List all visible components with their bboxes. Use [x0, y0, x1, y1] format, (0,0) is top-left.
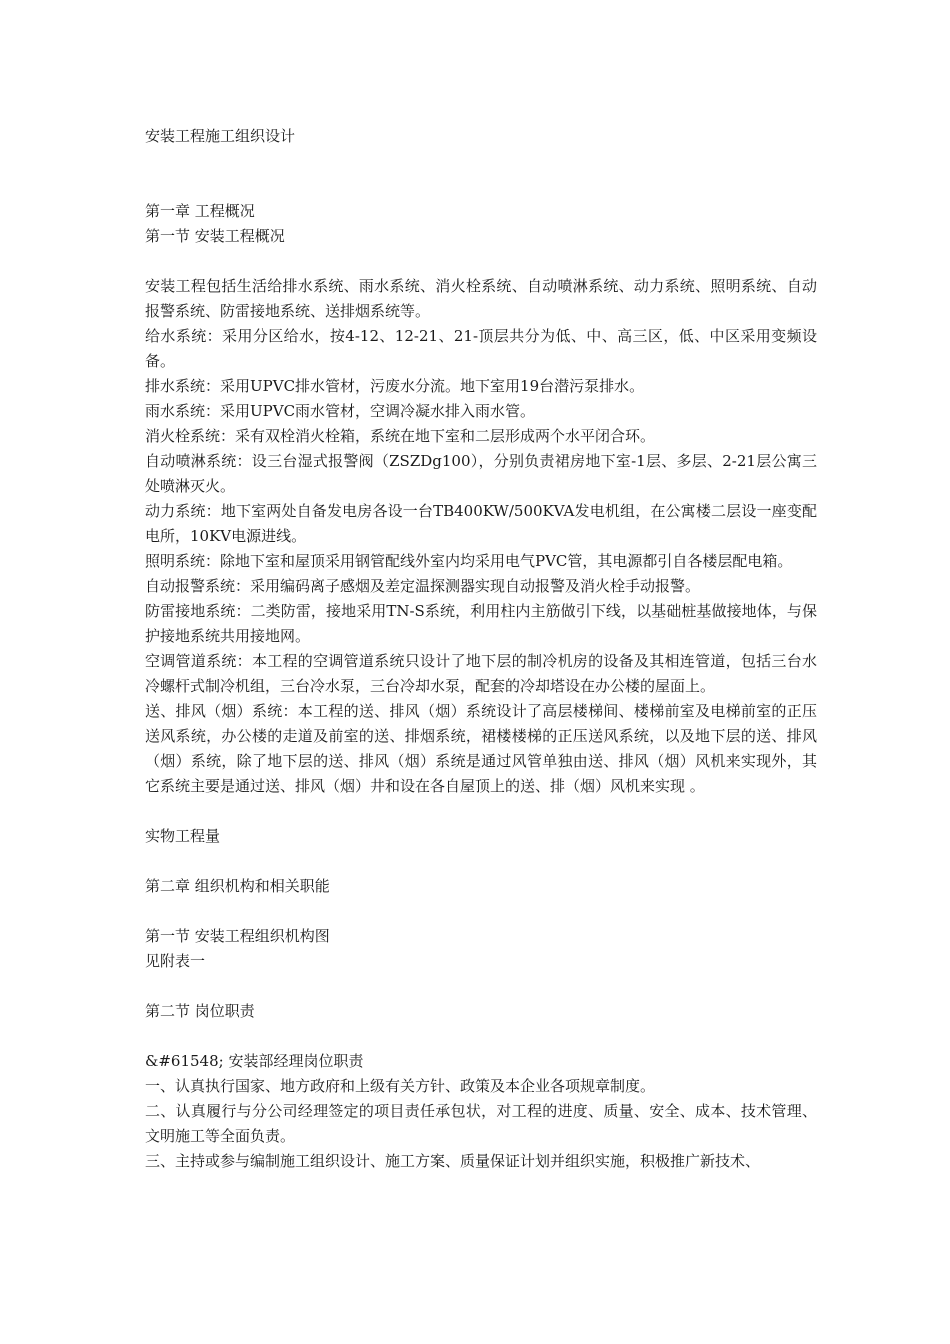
paragraph: 排水系统：采用UPVC排水管材，污废水分流。地下室用19台潜污泵排水。: [145, 377, 645, 395]
chapter-1-heading: 第一章 工程概况: [145, 202, 255, 220]
paragraph: 动力系统：地下室两处自备发电房各设一台TB400KW/500KVA发电机组，在公寓楼二层设一座变配电所，10KV电源进线。: [145, 502, 817, 545]
chapter-2-section-2-heading: 第二节 岗位职责: [145, 1002, 255, 1020]
duty-item: 一、认真执行国家、地方政府和上级有关方针、政策及本企业各项规章制度。: [145, 1077, 656, 1095]
duty-item: 三、主持或参与编制施工组织设计、施工方案、质量保证计划并组织实施，积极推广新技术、: [145, 1152, 761, 1170]
chapter-2-heading: 第二章 组织机构和相关职能: [145, 877, 330, 895]
paragraph: 防雷接地系统：二类防雷，接地采用TN-S系统，利用柱内主筋做引下线，以基础桩基做接地体，与保护接地系统共用接地网。: [145, 602, 817, 645]
chapter-1-section-1-heading: 第一节 安装工程概况: [145, 227, 285, 245]
paragraph: 送、排风（烟）系统：本工程的送、排风（烟）系统设计了高层楼梯间、楼梯前室及电梯前室的正压送风系统，办公楼的走道及前室的送、排烟系统，裙楼楼梯的正压送风系统，以及地下层的送、排风（烟）系统，除了地下层的送、排风（烟）系统是通过风管单独由送、排风（烟）风机来实现外，其它系统主要是通过送、排风（烟）井和设在各自屋顶上的送、排（烟）风机来实现 。: [145, 702, 817, 795]
chapter-2-section-1-note: 见附表一: [145, 952, 206, 970]
spacer: [145, 849, 817, 874]
spacer: [145, 249, 817, 274]
paragraph: 自动报警系统：采用编码离子感烟及差定温探测器实现自动报警及消火栓手动报警。: [145, 577, 701, 595]
spacer: [145, 799, 817, 824]
quantities-heading: 实物工程量: [145, 827, 221, 845]
document-page: [145, 124, 817, 1174]
document-title: 安装工程施工组织设计: [145, 127, 296, 145]
paragraph: 空调管道系统：本工程的空调管道系统只设计了地下层的制冷机房的设备及其相连管道，包括三台水冷螺杆式制冷机组，三台冷水泵，三台冷却水泵，配套的冷却塔设在办公楼的屋面上。: [145, 652, 817, 695]
paragraph: 安装工程包括生活给排水系统、雨水系统、消火栓系统、自动喷淋系统、动力系统、照明系统、自动报警系统、防雷接地系统、送排烟系统等。: [145, 277, 817, 320]
duty-item: 二、认真履行与分公司经理签定的项目责任承包状，对工程的进度、质量、安全、成本、技术管理、文明施工等全面负责。: [145, 1102, 817, 1145]
chapter-2-section-1-heading: 第一节 安装工程组织机构图: [145, 927, 330, 945]
paragraph: 给水系统：采用分区给水，按4-12、12-21、21-顶层共分为低、中、高三区，低、中区采用变频设备。: [145, 327, 817, 370]
paragraph: 雨水系统：采用UPVC雨水管材，空调冷凝水排入雨水管。: [145, 402, 536, 420]
spacer: [145, 1024, 817, 1049]
paragraph: 自动喷淋系统：设三台湿式报警阀（ZSZDg100），分别负责裙房地下室-1层、多层、2-21层公寓三处喷淋灭火。: [145, 452, 817, 495]
paragraph: 消火栓系统：采有双栓消火栓箱，系统在地下室和二层形成两个水平闭合环。: [145, 427, 656, 445]
duty-heading: &#61548; 安装部经理岗位职责: [145, 1052, 364, 1070]
spacer: [145, 899, 817, 924]
paragraph: 照明系统：除地下室和屋顶采用钢管配线外室内均采用电气PVC管，其电源都引自各楼层配电箱。: [145, 552, 793, 570]
spacer: [145, 974, 817, 999]
